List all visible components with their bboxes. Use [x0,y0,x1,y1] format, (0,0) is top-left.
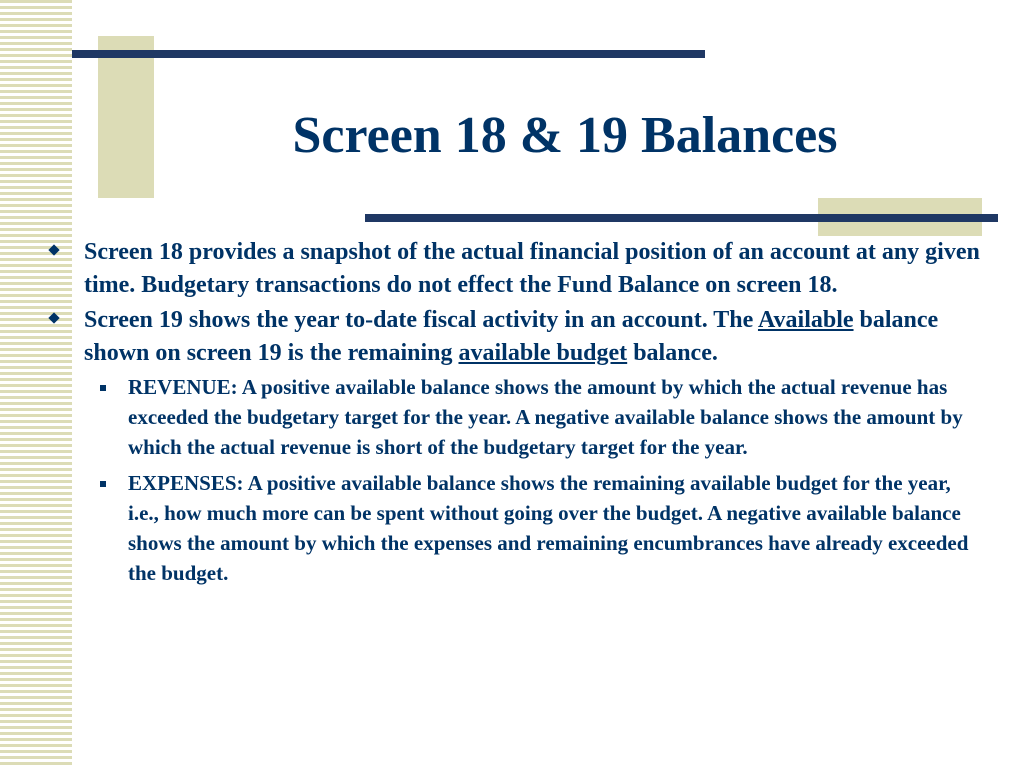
bullet-text-part: balance shown on screen 19 is the remaining [84,307,939,366]
bullet-text-part: Screen 19 shows the year to-date fiscal activity in an account. The [84,307,758,333]
slide-title: Screen 18 & 19 Balances [292,107,838,164]
subbullet-expenses [44,468,984,588]
subbullet-text: REVENUE: A positive available balance shows the amount by which the actual revenue has exceeded the budgetary target for the year. A negative available balance shows the amount by which the actual revenue is short of the budgetary target for the year. [128,375,963,459]
bullet-text: Screen 18 provides a snapshot of the actual financial position of an account at any given time. Budgetary transactions do not effect the Fund Balance on screen 18. [84,239,980,298]
diamond-bullet-icon [48,312,59,323]
square-bullet-icon [100,481,106,487]
subbullet-revenue [44,372,984,462]
subbullet-text: EXPENSES: A positive available balance shows the remaining available budget for the year, i.e., how much more can be spent without going over the budget. A negative available balance shows the amount by which the expenses and remaining encumbrances have already exceeded the budget. [128,471,969,585]
underlined-available-budget: available budget [458,340,628,366]
bullet-text-part: balance. [627,340,718,366]
slide-body [44,236,984,588]
underlined-available: Available [757,307,854,333]
bullet-screen-18 [44,236,984,302]
navy-top-rule [72,50,705,58]
bullet-text [84,304,984,370]
diamond-bullet-icon [48,244,59,255]
tan-vertical-block [98,36,154,198]
navy-bottom-rule [365,214,998,222]
square-bullet-icon [100,385,106,391]
bullet-screen-19 [44,304,984,370]
